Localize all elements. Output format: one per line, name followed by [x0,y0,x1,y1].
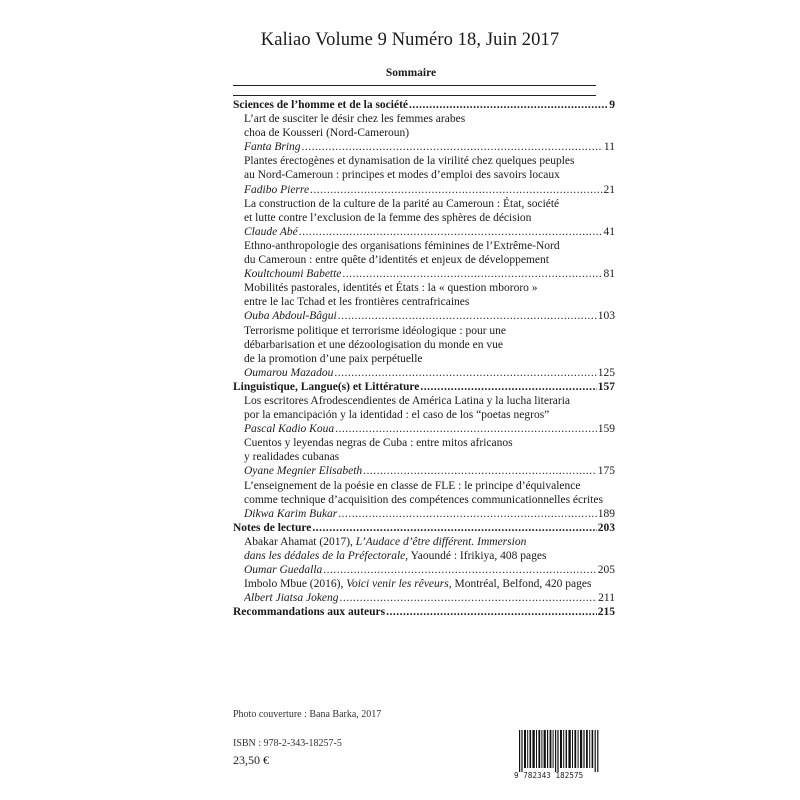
toc-entry[interactable] [233,479,615,521]
entry-title-line: du Cameroun : entre quête d’identités et enjeux de développement [244,254,549,267]
leader-dots [409,98,608,112]
entry-title-line: choa de Kousseri (Nord-Cameroun) [244,127,410,140]
entry-page: 21 [603,183,615,196]
toc-entry[interactable] [233,324,615,380]
entry-author: Koultchoumi Babette [244,268,342,281]
entry-page: 103 [597,310,615,323]
section-heading-row[interactable] [233,521,615,535]
reading-note-entry[interactable] [233,535,615,577]
entry-title-line: Mobilités pastorales, identités et États : la « question mbororo » [244,282,538,295]
entry-page: 175 [597,465,615,478]
entry-page: 159 [597,423,615,436]
entry-author: Oyane Megnier Elisabeth [244,465,363,478]
entry-title-line: Terrorisme politique et terrorisme idéologique : pour une [244,324,507,337]
entry-title-line: Cuentos y leyendas negras de Cuba : entre mitos africanos [244,437,513,450]
leader-dots [335,422,597,436]
entry-author-row [244,422,615,436]
back-cover-page [200,0,620,800]
section-page: 9 [609,99,615,111]
note-plain-text: Imbolo Mbue (2016), [244,578,347,591]
price-label: 23,50 € [233,753,269,767]
entry-page: 41 [603,225,615,238]
leader-dots [334,366,596,380]
section-title: Sciences de l’homme et de la société [233,99,409,111]
entry-title-line: Ethno-anthropologie des organisations féminines de l’Extrême-Nord [244,239,560,252]
entry-author: Claude Abé [244,225,298,238]
toc-entry[interactable] [233,436,615,478]
entry-author-row [244,591,615,605]
entry-author-row [244,267,615,281]
section-title: Recommandations aux auteurs [233,606,386,619]
entry-author-row [244,464,615,478]
entry-author: Oumarou Mazadou [244,366,334,379]
entry-page: 81 [603,268,615,281]
toc-entry[interactable] [233,112,615,154]
note-book-title: Voici venir les rêveurs [346,578,449,591]
toc-section [233,521,615,606]
entry-title-line: por la emancipación y la identidad : el caso de los “poetas negros” [244,409,550,422]
section-title: Linguistique, Langue(s) et Littérature [233,380,420,393]
entry-author: Fadibo Pierre [244,183,310,196]
leader-dots [338,507,596,521]
leader-dots [342,267,602,281]
entry-title-line: y realidades cubanas [244,451,340,464]
entry-page: 125 [597,366,615,379]
toc-entry[interactable] [233,154,615,196]
entry-page: 205 [597,564,615,577]
entry-author-row [244,140,615,154]
entry-title-line: Los escritores Afrodescendientes de América Latina y la lucha literaria [244,394,571,407]
entry-title-line [244,549,615,563]
leader-dots [420,380,596,394]
entry-title-line [244,577,615,591]
note-plain-text: , Yaoundé : Ifrikiya, 408 pages [405,550,547,562]
section-heading-row[interactable] [233,605,615,619]
note-plain-text: , Montréal, Belfond, 420 pages [448,578,592,591]
entry-author: Oumar Guedalla [244,564,323,577]
entry-title-line: comme technique d’acquisition des compétences communicationnelles écrites [244,493,603,506]
isbn-label: ISBN : 978-2-343-18257-5 [233,738,342,749]
leader-dots [310,183,602,197]
toc-heading: Sommaire [385,67,437,79]
entry-author: Dikwa Karim Bukar [244,507,338,520]
journal-title: Kaliao Volume 9 Numéro 18, Juin 2017 [260,30,560,50]
toc-entry[interactable] [233,197,615,239]
entry-author-row [244,366,615,380]
leader-dots [323,563,596,577]
table-of-contents [233,98,615,619]
entry-title-line: L’art de susciter le désir chez les femmes arabes [244,113,466,126]
entry-author: Fanta Bring [244,141,301,154]
leader-dots [299,225,603,239]
note-plain-text: Abakar Ahamat (2017), [244,535,356,548]
entry-author-row [244,309,615,323]
entry-author-row [244,507,615,521]
toc-entry[interactable] [233,281,615,323]
isbn-barcode-icon [519,730,599,772]
section-heading-row[interactable] [233,98,615,112]
entry-page: 11 [603,141,615,154]
entry-title-line: au Nord-Cameroun : principes et modes d’emploi des savoirs locaux [244,169,560,182]
section-page: 157 [597,380,615,393]
entry-author: Pascal Kadio Koua [244,423,335,436]
entry-title-line: Plantes érectogènes et dynamisation de la virilité chez quelques peuples [244,155,575,168]
note-book-title: L’Audace d’être différent. Immersion [355,535,527,548]
photo-credit: Photo couverture : Bana Barka, 2017 [233,709,382,720]
leader-dots [338,309,597,323]
section-page: 203 [597,521,615,534]
entry-title-line: La construction de la culture de la parité au Cameroun : État, société [244,197,560,210]
entry-author: Ouba Abdoul-Bâgui [244,310,337,323]
toc-entry[interactable] [233,239,615,281]
section-page: 215 [597,606,615,619]
barcode-digits: 9 782343 182575 [514,771,584,780]
toc-entry[interactable] [233,394,615,436]
entry-title-line: et lutte contre l’exclusion de la femme des sphères de décision [244,211,532,224]
leader-dots [340,591,598,605]
leader-dots [363,464,597,478]
entry-title-line: de la promotion d’une paix perpétuelle [244,352,423,365]
toc-section [233,98,615,380]
entry-title-line: L’enseignement de la poésie en classe de FLE : le principe d’équivalence [244,479,581,492]
entry-author: Albert Jiatsa Jokeng [244,592,339,605]
entry-author-row [244,183,615,197]
entry-title-line: entre le lac Tchad et les frontières centrafricaines [244,296,470,309]
leader-dots [312,521,596,535]
entry-page: 189 [597,507,615,520]
toc-section [233,380,615,521]
toc-section [233,605,615,619]
entry-author-row [244,225,615,239]
leader-dots [386,605,597,619]
note-book-title: dans les dédales de la Préfectorale [244,550,406,562]
section-heading-row[interactable] [233,380,615,394]
leader-dots [302,140,603,154]
section-title: Notes de lecture [233,521,312,534]
entry-author-row [244,563,615,577]
top-divider [233,85,596,86]
entry-title-line [244,535,615,549]
toc-divider [233,95,596,96]
reading-note-entry[interactable] [233,577,615,605]
entry-title-line: débarbarisation et une dézoologisation du monde en vue [244,338,503,351]
entry-page: 211 [598,592,615,605]
